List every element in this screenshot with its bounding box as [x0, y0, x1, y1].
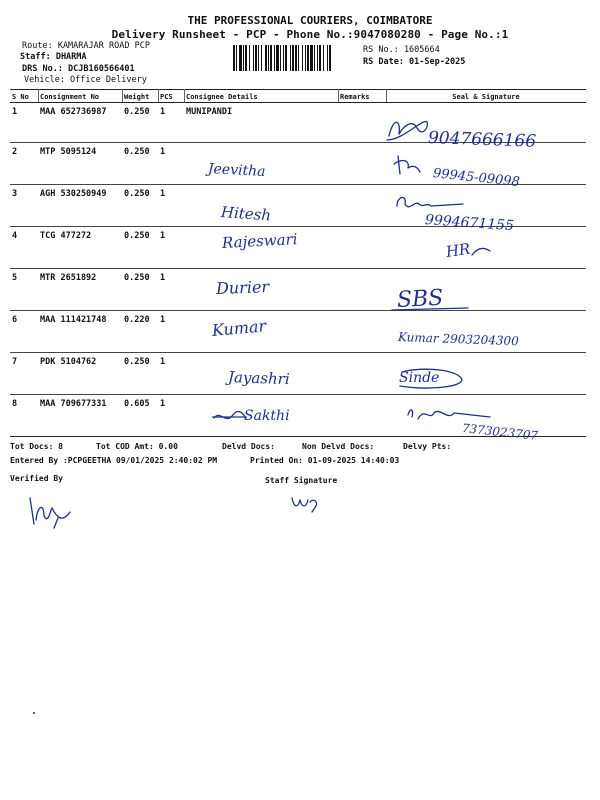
signature-underline-5 [390, 302, 470, 314]
barcode-bar [280, 45, 281, 71]
barcode-bar [327, 45, 328, 71]
handwritten-consignee-2: Jeevitha [207, 161, 266, 181]
verifier-signature [26, 490, 74, 532]
signature-initials-5: SBS [396, 285, 444, 313]
row-remarks [338, 227, 386, 269]
total-docs: Tot Docs: 8 [10, 442, 63, 451]
divider [338, 89, 339, 102]
entered-by: Entered By :PCPGEETHA 09/01/2025 2:40:02 PM [10, 456, 218, 465]
row-consignment-no: MTR 2651892 [38, 269, 122, 311]
row-sno: 6 [10, 311, 38, 353]
delivered-docs: Delvd Docs: [222, 442, 275, 451]
runsheet-title: Delivery Runsheet - PCP - Phone No.:9047080280 - Page No.:1 [111, 28, 509, 41]
signature-phone-8: 7373023707 [461, 421, 539, 443]
barcode-bar [329, 45, 331, 71]
row-sno: 5 [10, 269, 38, 311]
row-remarks [338, 353, 386, 395]
barcode-bar [233, 45, 235, 71]
row-weight: 0.250 [122, 353, 158, 395]
barcode-bar [295, 45, 297, 71]
row-consignment-no: AGH 530250949 [38, 185, 122, 227]
row-consignee: MUNIPANDI [184, 103, 338, 143]
company-title: THE PROFESSIONAL COURIERS, COIMBATORE [187, 14, 433, 27]
row-sno: 4 [10, 227, 38, 269]
row-pcs: 1 [158, 269, 184, 311]
staff-label: Staff: DHARMA [20, 52, 87, 62]
barcode-bar [302, 45, 303, 71]
signature-6: Kumar 2903204300 [397, 330, 520, 349]
row-remarks [338, 311, 386, 353]
non-delivered-docs: Non Delvd Docs: [302, 442, 375, 451]
barcode-bar [258, 45, 259, 71]
handwritten-consignee-3: Hitesh [220, 203, 272, 225]
handwritten-consignee-4: Rajeswari [221, 230, 298, 252]
barcode [233, 45, 359, 71]
row-pcs: 1 [158, 311, 184, 353]
row-consignment-no: MAA 111421748 [38, 311, 122, 353]
barcode-bar [283, 45, 284, 71]
signature-scribble-2 [392, 152, 422, 178]
barcode-bar [319, 45, 321, 71]
handwritten-consignee-7: Jayashri [227, 368, 290, 389]
barcode-bar [307, 45, 309, 71]
rs-date: RS Date: 01-Sep-2025 [363, 57, 466, 67]
row-weight: 0.220 [122, 311, 158, 353]
divider [158, 89, 159, 102]
divider [38, 89, 39, 102]
barcode-bar [290, 45, 291, 71]
table-row [10, 353, 586, 395]
row-weight: 0.250 [122, 227, 158, 269]
barcode-bar [268, 45, 269, 71]
handwritten-consignee-5: Durier [215, 277, 270, 298]
divider [386, 89, 387, 102]
row-consignment-no: MTP 5095124 [38, 143, 122, 185]
totals-row [10, 442, 590, 454]
barcode-bar [323, 45, 324, 71]
row-remarks [338, 143, 386, 185]
barcode-bar [305, 45, 306, 71]
table-row [10, 269, 586, 311]
barcode-bar [317, 45, 318, 71]
barcode-bar [236, 45, 237, 71]
barcode-bar [270, 45, 272, 71]
vehicle-label: Vehicle: Office Delivery [24, 75, 147, 85]
row-weight: 0.250 [122, 185, 158, 227]
barcode-bar [314, 45, 315, 71]
drs-number: DRS No.: DCJB160566401 [22, 64, 135, 74]
barcode-bar [285, 45, 287, 71]
handwritten-consignee-6: Kumar [211, 316, 267, 340]
col-remarks: Remarks [338, 90, 386, 103]
row-sno: 2 [10, 143, 38, 185]
row-pcs: 1 [158, 143, 184, 185]
row-sno: 1 [10, 103, 38, 143]
total-cod-amount: Tot COD Amt: 0.00 [96, 442, 178, 451]
row-consignment-no: MAA 652736987 [38, 103, 122, 143]
verified-by-label: Verified By [10, 474, 63, 483]
row-pcs: 1 [158, 103, 184, 143]
barcode-bar [243, 45, 244, 71]
table-header-row [10, 90, 586, 103]
row-sno: 7 [10, 353, 38, 395]
barcode-bar [255, 45, 257, 71]
row-pcs: 1 [158, 227, 184, 269]
delivery-points: Delvy Pts: [403, 442, 452, 451]
col-pcs: PCS [158, 90, 184, 103]
signature-initials-4: HR [444, 239, 472, 261]
row-sno: 8 [10, 395, 38, 437]
row-weight: 0.250 [122, 143, 158, 185]
barcode-bar [274, 45, 275, 71]
row-pcs: 1 [158, 353, 184, 395]
row-pcs: 1 [158, 395, 184, 437]
signature-underline-4 [470, 245, 492, 259]
barcode-bar [292, 45, 294, 71]
row-consignment-no: PDK 5104762 [38, 353, 122, 395]
strikethrough-scribble [212, 408, 248, 426]
col-consignment: Consignment No [38, 90, 122, 103]
row-remarks [338, 103, 386, 143]
barcode-bar [239, 45, 242, 71]
signature-phone-2: 99945-09098 [432, 166, 521, 191]
row-weight: 0.250 [122, 269, 158, 311]
speck [33, 712, 35, 714]
row-remarks [338, 395, 386, 437]
row-weight: 0.605 [122, 395, 158, 437]
signature-phone-3: 9994671155 [424, 212, 515, 235]
row-consignment-no: MAA 709677331 [38, 395, 122, 437]
signature-oval-7 [394, 366, 466, 392]
row-remarks [338, 269, 386, 311]
rs-number: RS No.: 1605664 [363, 45, 440, 55]
col-consignee: Consignee Details [184, 90, 338, 103]
row-sno: 3 [10, 185, 38, 227]
divider [122, 89, 123, 102]
barcode-bar [249, 45, 250, 71]
staff-signature [290, 490, 322, 516]
col-seal: Seal & Signature [386, 90, 586, 103]
barcode-bar [245, 45, 247, 71]
signature-phone-1: 9047666166 [427, 128, 537, 152]
barcode-bar [253, 45, 254, 71]
divider [184, 89, 185, 102]
route-label: Route: KAMARAJAR ROAD PCP [22, 41, 150, 51]
signature-7: Sinde [399, 370, 440, 386]
row-pcs: 1 [158, 185, 184, 227]
row-consignment-no: TCG 477272 [38, 227, 122, 269]
barcode-bar [298, 45, 299, 71]
col-weight: Weight [122, 90, 158, 103]
print-info-row [10, 456, 590, 468]
staff-signature-label: Staff Signature [265, 476, 338, 485]
handwritten-consignee-8: Sakthi [244, 408, 290, 424]
printed-on: Printed On: 01-09-2025 14:40:03 [250, 456, 400, 465]
barcode-bar [310, 45, 313, 71]
col-sno: S No [10, 90, 38, 103]
barcode-bar [276, 45, 279, 71]
row-remarks [338, 185, 386, 227]
row-weight: 0.250 [122, 103, 158, 143]
barcode-bar [261, 45, 262, 71]
barcode-bar [265, 45, 267, 71]
